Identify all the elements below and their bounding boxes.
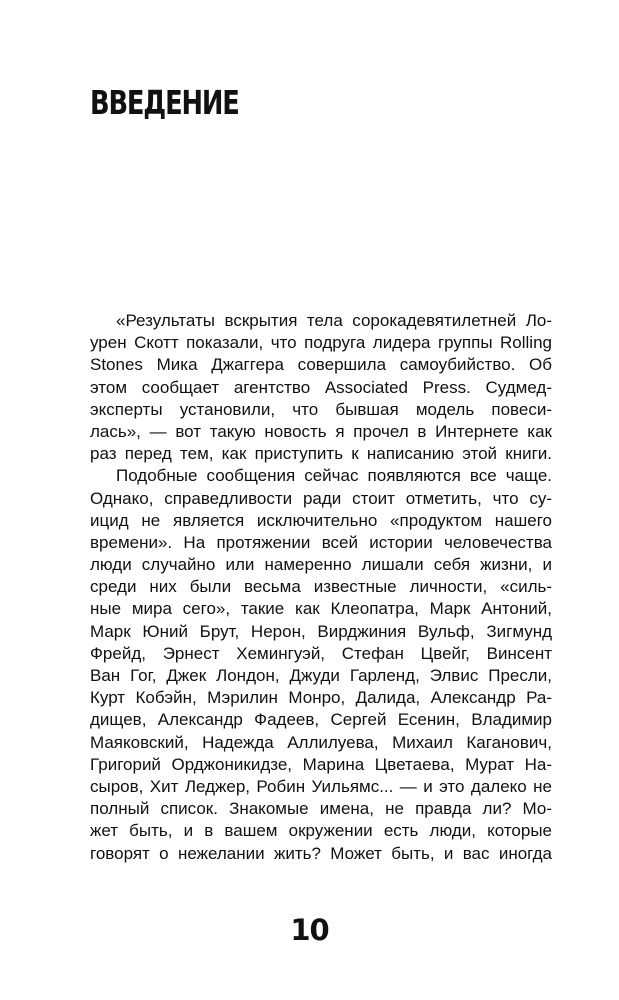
text-line: урен Скотт показали, что подруга лидера группы Rolling <box>90 333 552 353</box>
text-line: Ван Гог, Джек Лондон, Джуди Гарленд, Элвис Пресли, <box>90 666 552 685</box>
chapter-heading: ВВЕДЕНИЕ <box>90 83 239 122</box>
text-line: говорят о нежелании жить? Может быть, и вас иногда <box>90 843 552 863</box>
text-line: Stones Мика Джаггера совершила самоубийство. Об <box>90 355 552 375</box>
text-line: Курт Кобэйн, Мэрилин Монро, Далида, Александр Ра- <box>90 688 552 708</box>
text-line: эксперты установили, что бывшая модель повеси- <box>90 399 552 419</box>
page-number: 10 <box>290 913 329 947</box>
body-text <box>90 310 552 865</box>
text-line: полный список. Знакомые имена, не правда ли? Мо- <box>90 799 552 819</box>
text-line: Подобные сообщения сейчас появляются все чаще. <box>116 466 552 486</box>
text-line: сыров, Хит Леджер, Робин Уильямс... — и это далеко не <box>90 776 552 796</box>
text-line: «Результаты вскрытия тела сорокадевятилетней Ло- <box>116 311 552 330</box>
text-line: ные мира сего», такие как Клеопатра, Марк Антоний, <box>90 599 552 619</box>
text-line: раз перед тем, как приступить к написанию этой книги. <box>90 444 552 464</box>
text-line: дищев, Александр Фадеев, Сергей Есенин, Владимир <box>90 710 552 730</box>
text-line: ицид не является исключительно «продуктом нашего <box>90 510 552 530</box>
text-line: Григорий Орджоникидзе, Марина Цветаева, Мурат На- <box>90 754 552 774</box>
text-line: Маяковский, Надежда Аллилуева, Михаил Каганович, <box>90 732 552 752</box>
text-line: лась», — вот такую новость я прочел в Интернете как <box>90 421 552 441</box>
text-line: люди случайно или намеренно лишали себя жизни, и <box>90 555 552 575</box>
text-line: этом сообщает агентство Associated Press. Судмед- <box>90 377 552 397</box>
text-line: жет быть, и в вашем окружении есть люди, которые <box>90 821 552 841</box>
text-line: Фрейд, Эрнест Хемингуэй, Стефан Цвейг, Винсент <box>90 643 552 663</box>
text-line: среди них были весьма известные личности, «силь- <box>90 577 552 597</box>
text-line: Марк Юний Брут, Нерон, Вирджиния Вульф, Зигмунд <box>90 621 552 641</box>
text-line: времени». На протяжении всей истории человечества <box>90 532 552 552</box>
text-line: Однако, справедливости ради стоит отметить, что су- <box>90 488 552 508</box>
